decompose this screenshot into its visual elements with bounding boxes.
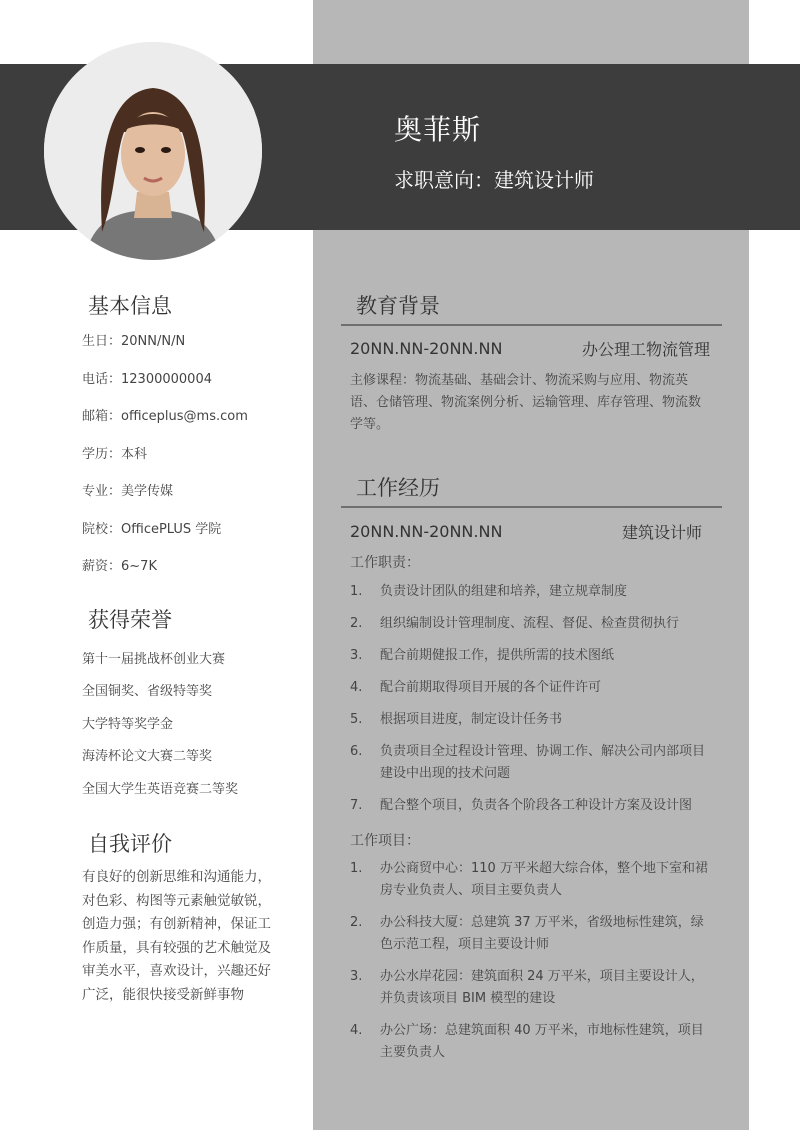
- honor-item: 海涛杯论文大赛二等奖: [82, 749, 213, 765]
- duty-item: [350, 709, 710, 731]
- info-label: 专业：: [82, 484, 122, 499]
- item-number: 3.: [350, 969, 363, 984]
- education-title: 教育背景: [356, 294, 440, 318]
- self-eval-title: 自我评价: [88, 832, 172, 856]
- project-item: [350, 966, 710, 1010]
- info-value: officeplus@ms.com: [121, 409, 248, 424]
- item-text: 负责项目全过程设计管理、协调工作、解决公司内部项目建设中出现的技术问题: [380, 744, 706, 781]
- projects-list: [350, 858, 710, 1064]
- applicant-name: 奥菲斯: [394, 113, 482, 146]
- info-value: 本科: [121, 446, 148, 462]
- item-number: 2.: [350, 616, 363, 631]
- item-number: 2.: [350, 915, 363, 930]
- honor-item: 全国大学生英语竞赛二等奖: [82, 781, 239, 797]
- education-row: [350, 337, 710, 360]
- item-text: 配合整个项目，负责各个阶段各工种设计方案及设计图: [380, 798, 693, 813]
- project-item: [350, 858, 710, 902]
- info-label: 学历：: [82, 446, 122, 462]
- item-text: 组织编制设计管理制度、流程、督促、检查贯彻执行: [380, 616, 680, 631]
- info-label: 院校：: [82, 521, 122, 537]
- duties-title: 工作职责：: [350, 555, 420, 571]
- work-divider: [341, 506, 722, 508]
- info-row-birthday: [82, 330, 302, 368]
- info-label: 薪资：: [82, 559, 122, 574]
- info-row-education: [82, 443, 302, 481]
- project-item: [350, 912, 710, 956]
- info-label: 生日：: [82, 334, 122, 349]
- item-text: 办公科技大厦：总建筑 37 万平米，省级地标性建筑，绿色示范工程，项目主要设计师: [380, 915, 704, 952]
- item-text: 根据项目进度，制定设计任务书: [380, 712, 563, 727]
- duty-item: [350, 613, 710, 635]
- projects-title: 工作项目：: [350, 833, 420, 849]
- item-number: 3.: [350, 648, 363, 663]
- job-intent-value: 建筑设计师: [494, 168, 594, 192]
- honor-item: 大学特等奖学金: [82, 716, 174, 732]
- honor-item: 第十一届挑战杯创业大赛: [82, 652, 226, 667]
- info-value: 12300000004: [121, 371, 212, 387]
- honors-title: 获得荣誉: [88, 608, 172, 632]
- item-text: 办公广场：总建筑面积 40 万平米，市地标性建筑，项目主要负责人: [380, 1023, 704, 1060]
- item-text: 配合前期取得项目开展的各个证件许可: [380, 680, 602, 695]
- education-divider: [341, 324, 722, 326]
- info-row-phone: [82, 368, 302, 406]
- work-title: 工作经历: [356, 476, 440, 500]
- item-text: 配合前期健报工作，提供所需的技术图纸: [380, 648, 615, 663]
- project-item: [350, 1020, 710, 1064]
- duty-item: [350, 645, 710, 667]
- info-row-school: [82, 518, 302, 556]
- honor-item: 全国铜奖、省级特等奖: [82, 684, 213, 700]
- duty-item: [350, 677, 710, 699]
- item-number: 4.: [350, 1023, 363, 1038]
- duty-item: [350, 795, 710, 817]
- work-row: [350, 520, 702, 543]
- item-text: 负责设计团队的组建和培养，建立规章制度: [380, 584, 628, 599]
- duty-item: [350, 581, 710, 603]
- education-courses: 主修课程：物流基础、基础会计、物流采购与应用、物流英语、仓储管理、物流案例分析、运输管理、库存管理、物流数学等。: [350, 373, 702, 432]
- item-number: 4.: [350, 680, 363, 695]
- job-intent: [394, 164, 594, 193]
- info-row-salary: [82, 555, 302, 593]
- job-intent-label: 求职意向：: [394, 168, 494, 192]
- info-label: 邮箱：: [82, 409, 122, 424]
- info-row-email: [82, 405, 302, 443]
- item-text: 办公水岸花园：建筑面积 24 万平米，项目主要设计人，并负责该项目 BIM 模型的建设: [380, 969, 704, 1006]
- item-number: 5.: [350, 712, 363, 727]
- work-position: 建筑设计师: [621, 523, 702, 542]
- duties-list: [350, 581, 710, 817]
- info-value: 20NN/N/N: [121, 334, 186, 349]
- profile-photo: [44, 42, 262, 260]
- basic-info-title: 基本信息: [88, 294, 172, 318]
- education-school: 办公理工物流管理: [581, 340, 710, 359]
- info-row-major: [82, 480, 302, 518]
- basic-info-list: [82, 330, 302, 593]
- item-text: 办公商贸中心：110 万平米超大综合体，整个地下室和裙房专业负责人、项目主要负责人: [380, 861, 708, 898]
- info-label: 电话：: [82, 371, 122, 387]
- info-value: 6~7K: [121, 559, 157, 574]
- duty-item: [350, 741, 710, 785]
- info-value: OfficePLUS 学院: [121, 521, 222, 537]
- info-value: 美学传媒: [121, 484, 174, 499]
- self-eval-text: 有良好的创新思维和沟通能力，对色彩、构图等元素触觉敏锐，创造力强；有创新精神，保证工作质量，具有较强的艺术触觉及审美水平，喜欢设计，兴趣还好广泛，能很快接受新鲜事物: [82, 869, 271, 1003]
- work-period: 20NN.NN-20NN.NN: [350, 522, 503, 541]
- item-number: 1.: [350, 584, 363, 599]
- item-number: 6.: [350, 744, 363, 759]
- honors-list: [82, 648, 302, 810]
- item-number: 1.: [350, 861, 363, 876]
- item-number: 7.: [350, 798, 363, 813]
- education-period: 20NN.NN-20NN.NN: [350, 339, 503, 358]
